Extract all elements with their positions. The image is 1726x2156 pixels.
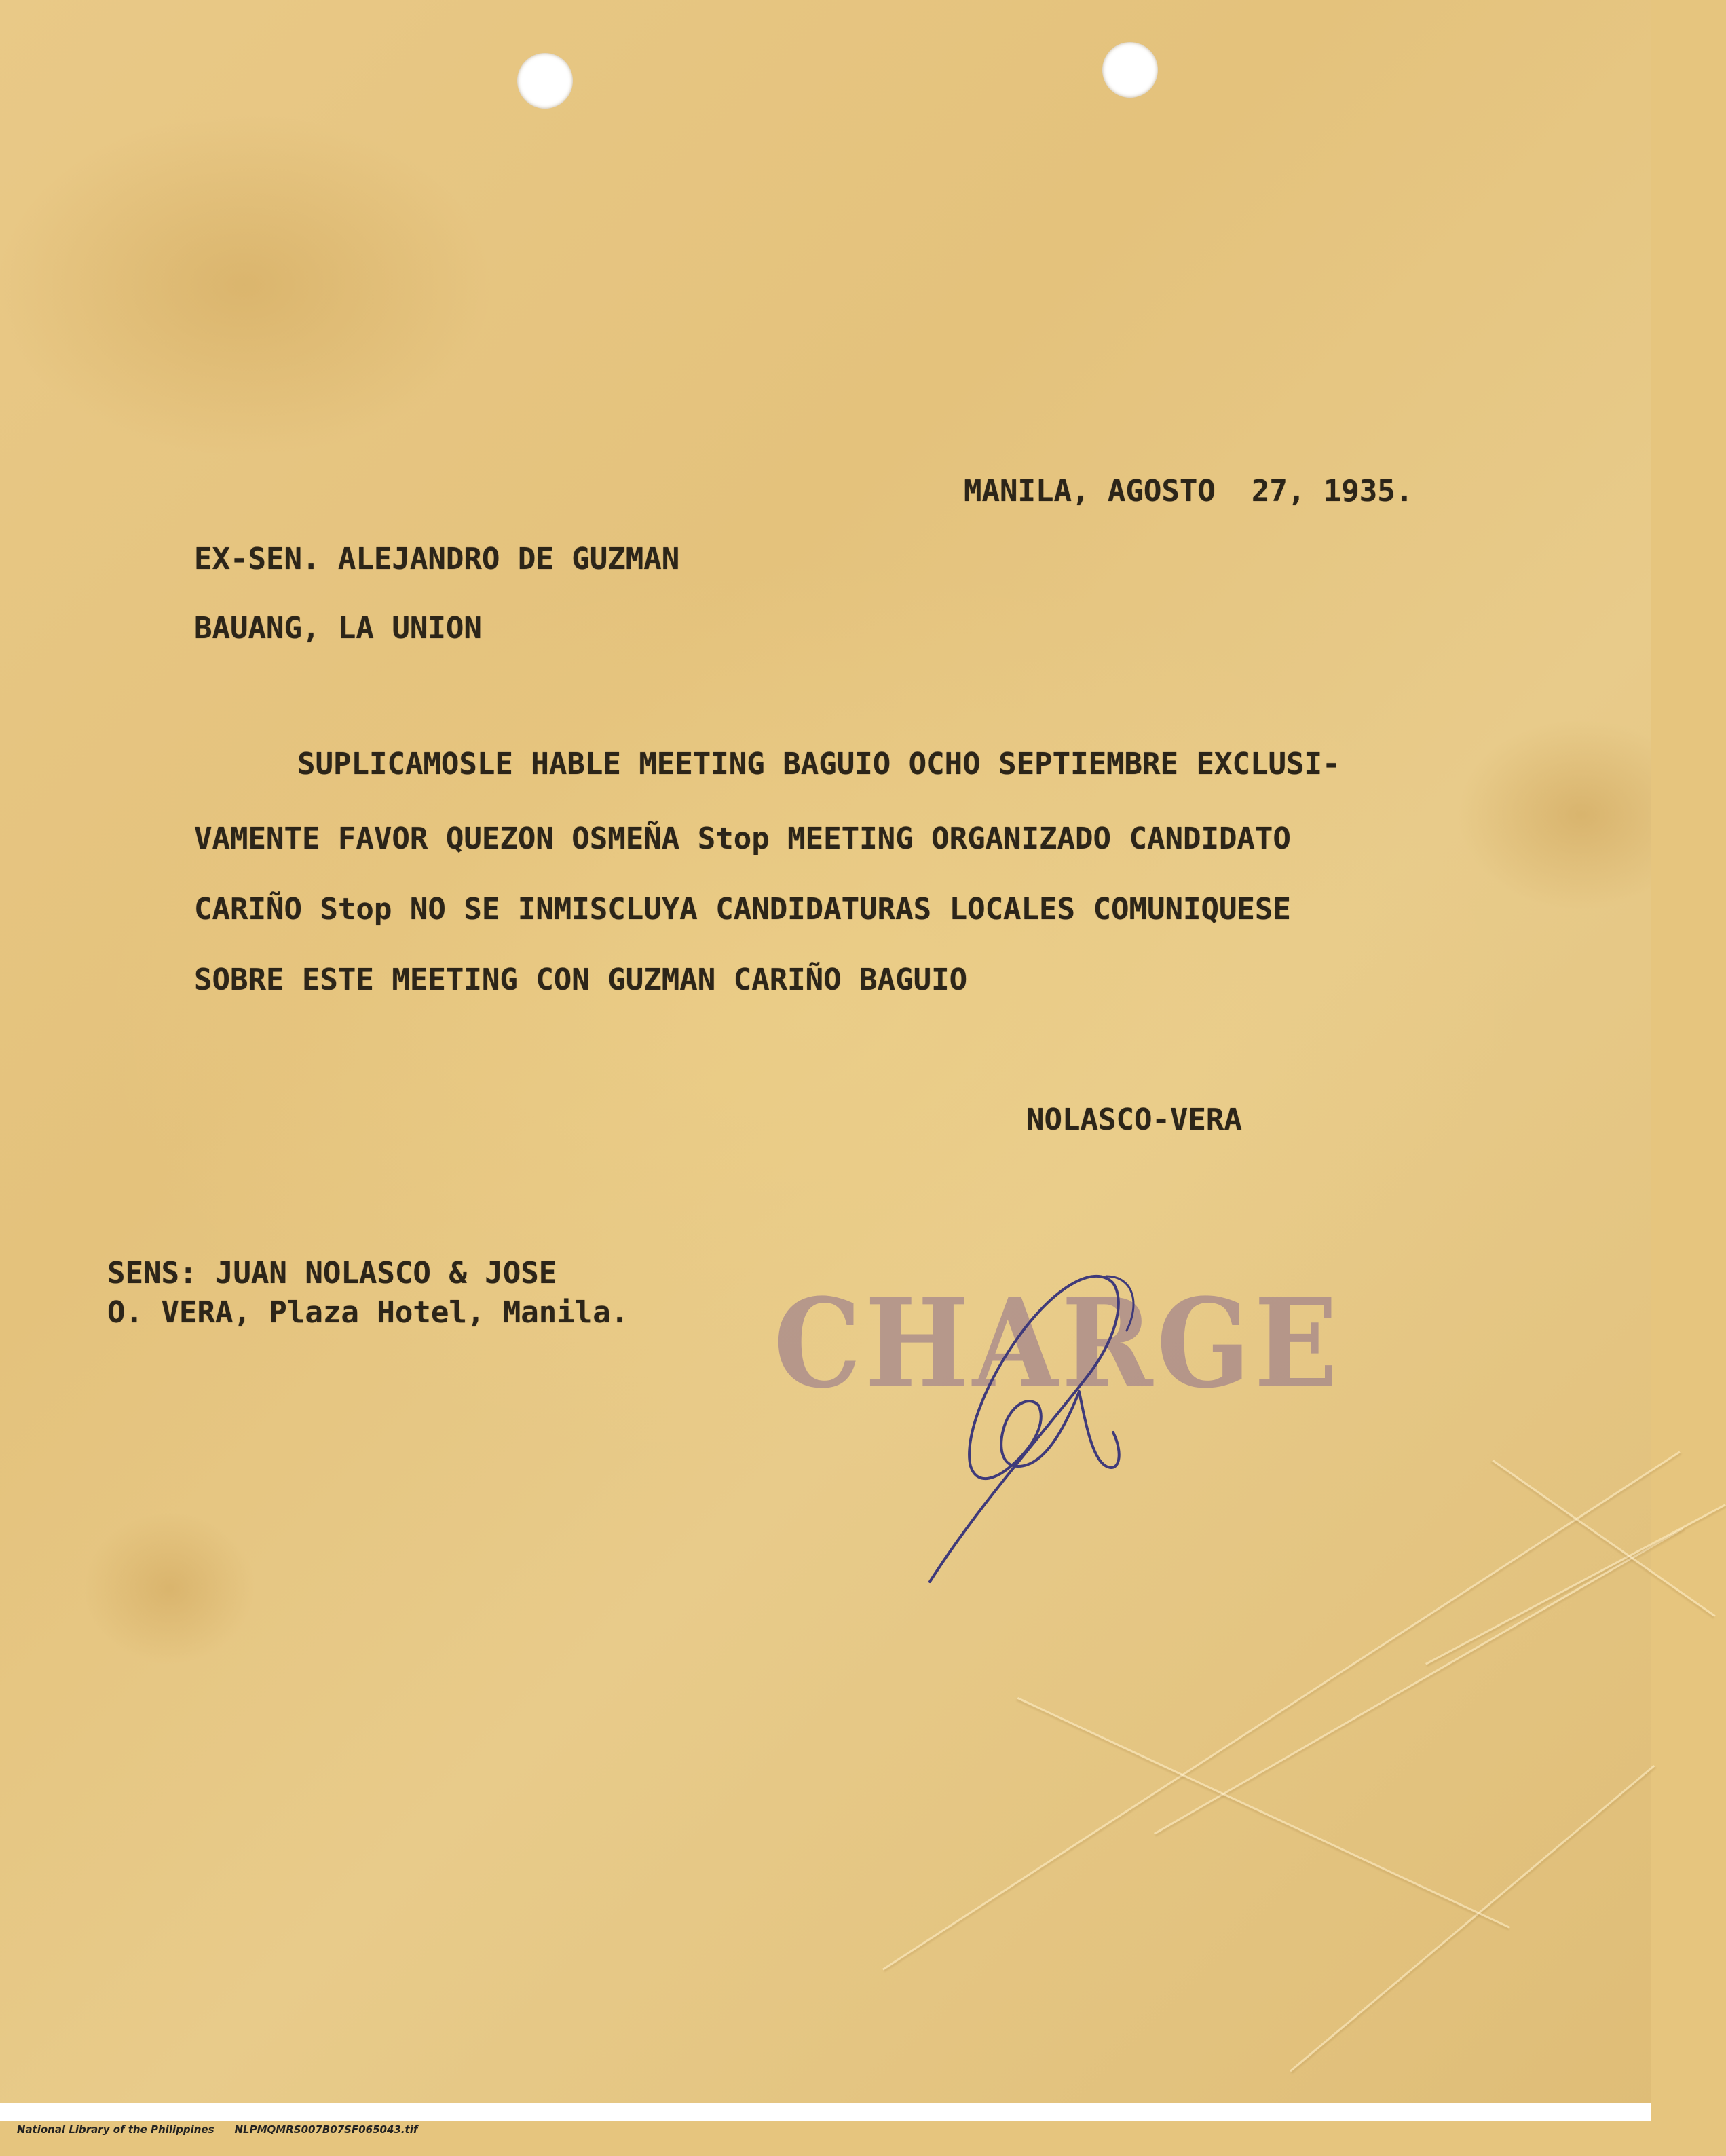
- punch-hole-left: [517, 53, 573, 109]
- paper-crease: [1425, 1504, 1726, 1665]
- sender-line: O. VERA, Plaza Hotel, Manila.: [107, 1295, 629, 1330]
- body-line: CARIÑO Stop NO SE INMISCLUYA CANDIDATURAS LOCALES COMUNIQUESE: [194, 892, 1291, 927]
- date-line: MANILA, AGOSTO 27, 1935.: [964, 474, 1414, 508]
- body-line: SUPLICAMOSLE HABLE MEETING BAGUIO OCHO SEPTIEMBRE EXCLUSI-: [297, 747, 1340, 781]
- charge-stamp: CHARGE: [774, 1272, 1342, 1415]
- sender-line: SENS: JUAN NOLASCO & JOSE: [107, 1256, 557, 1290]
- addressee-name: EX-SEN. ALEJANDRO DE GUZMAN: [194, 542, 680, 576]
- file-id-label: NLPMQMRS007B07SF065043.tif: [234, 2123, 418, 2136]
- paper-crease: [1290, 1765, 1655, 2072]
- library-label: National Library of the Philippines: [16, 2123, 214, 2136]
- addressee-location: BAUANG, LA UNION: [194, 611, 482, 646]
- paper-crease: [1492, 1460, 1715, 1617]
- handwritten-signature: [882, 1263, 1181, 1588]
- punch-hole-right: [1102, 42, 1158, 98]
- body-line: VAMENTE FAVOR QUEZON OSMEÑA Stop MEETING ORGANIZADO CANDIDATO: [194, 821, 1291, 856]
- signature-name: NOLASCO-VERA: [1026, 1102, 1242, 1137]
- archive-footer: [0, 2103, 1651, 2136]
- paper-crease: [1017, 1697, 1510, 1929]
- paper-crease: [1154, 1527, 1684, 1835]
- body-line: SOBRE ESTE MEETING CON GUZMAN CARIÑO BAGUIO: [194, 963, 968, 997]
